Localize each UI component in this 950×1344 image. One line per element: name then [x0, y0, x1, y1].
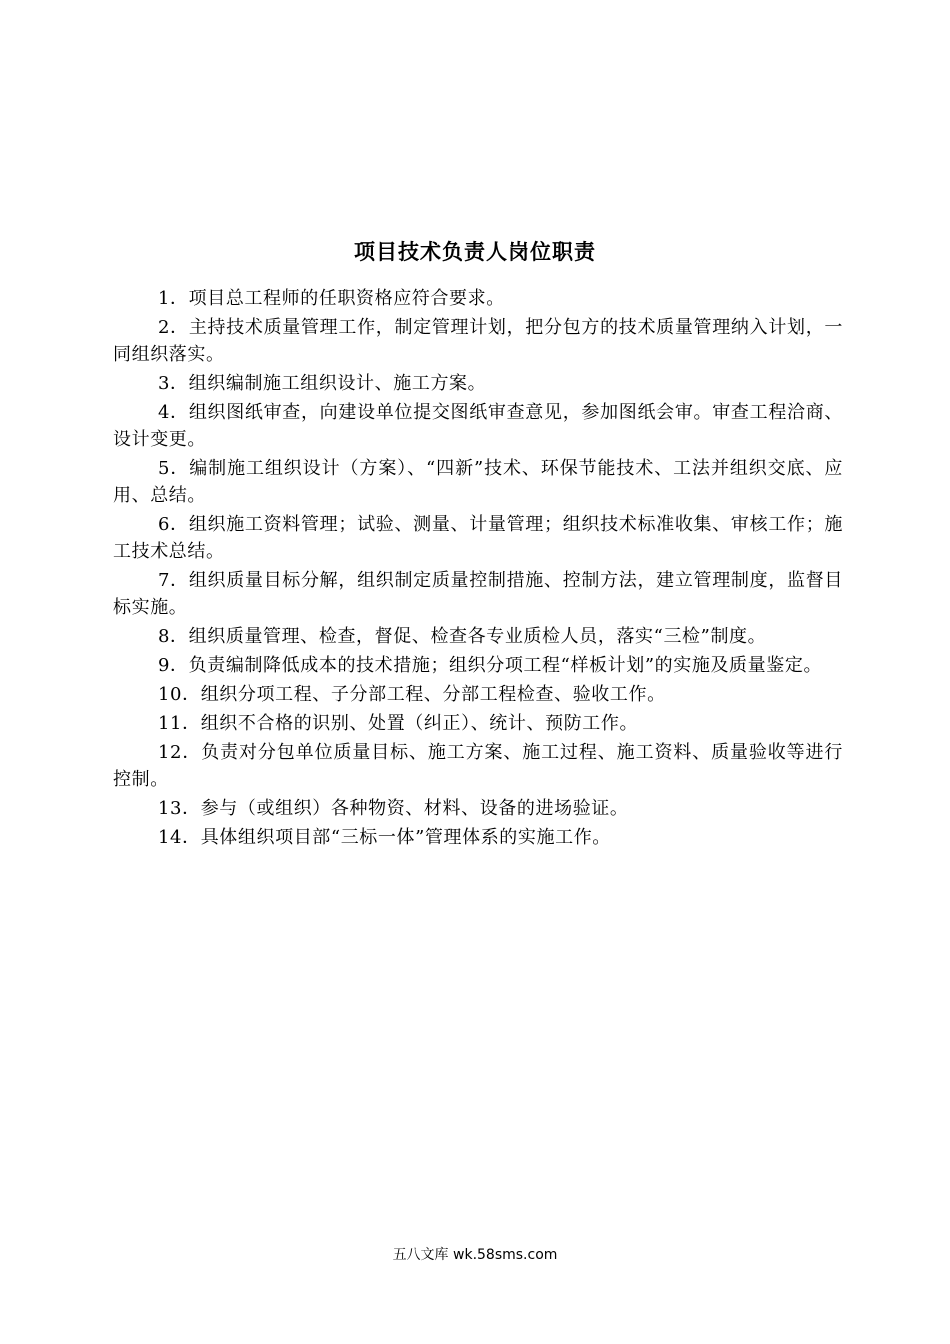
paragraph-5: 5．编制施工组织设计（方案）、“四新”技术、环保节能技术、工法并组织交底、应用、总结。	[113, 458, 843, 506]
paragraph-12: 12．负责对分包单位质量目标、施工方案、施工过程、施工资料、质量验收等进行控制。	[113, 742, 843, 790]
paragraph-10: 10．组织分项工程、子分部工程、分部工程检查、验收工作。	[158, 684, 666, 705]
paragraph-3: 3．组织编制施工组织设计、施工方案。	[158, 373, 487, 394]
paragraph-1: 1．项目总工程师的任职资格应符合要求。	[158, 288, 505, 309]
paragraph-11: 11．组织不合格的识别、处置（纠正）、统计、预防工作。	[158, 713, 639, 734]
footer-watermark: 五八文库 wk.58sms.com	[392, 1247, 558, 1263]
paragraph-2: 2．主持技术质量管理工作，制定管理计划，把分包方的技术质量管理纳入计划，一同组织落实。	[113, 317, 843, 365]
document-title: 项目技术负责人岗位职责	[354, 239, 596, 264]
paragraph-6: 6．组织施工资料管理；试验、测量、计量管理；组织技术标准收集、审核工作；施工技术总结。	[113, 514, 843, 562]
paragraph-7: 7．组织质量目标分解，组织制定质量控制措施、控制方法，建立管理制度，监督目标实施。	[113, 570, 843, 618]
paragraph-4: 4．组织图纸审查，向建设单位提交图纸审查意见，参加图纸会审。审查工程洽商、设计变更。	[113, 402, 843, 450]
document-body	[113, 285, 843, 853]
paragraph-14: 14．具体组织项目部“三标一体”管理体系的实施工作。	[158, 827, 611, 848]
paragraph-13: 13．参与（或组织）各种物资、材料、设备的进场验证。	[158, 798, 629, 819]
paragraph-8: 8．组织质量管理、检查，督促、检查各专业质检人员，落实“三检”制度。	[158, 626, 767, 647]
paragraph-9: 9．负责编制降低成本的技术措施；组织分项工程“样板计划”的实施及质量鉴定。	[158, 655, 823, 676]
